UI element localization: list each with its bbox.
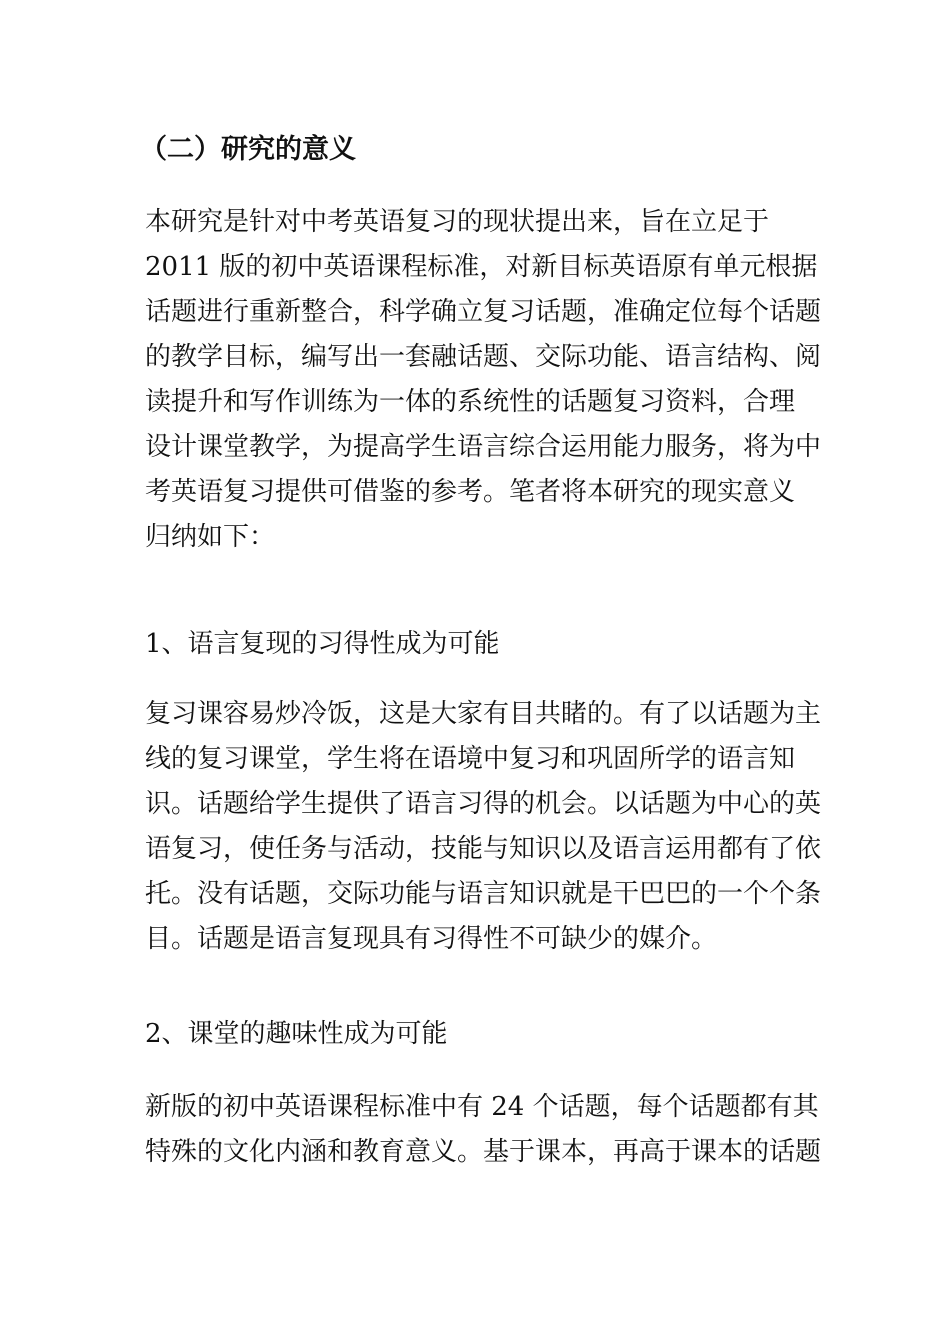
paragraph-line: 归纳如下： [145, 522, 276, 552]
paragraph-line: 复习课容易炒冷饭，这是大家有目共睹的。有了以话题为主 [145, 699, 822, 729]
paragraph-language-recurrence [145, 692, 822, 962]
paragraph-line: 目。话题是语言复现具有习得性不可缺少的媒介。 [145, 924, 718, 954]
subheading-2: 2、课堂的趣味性成为可能 [145, 1019, 448, 1049]
paragraph-line: 话题进行重新整合，科学确立复习话题，准确定位每个话题 [145, 297, 822, 327]
paragraph-line: 线的复习课堂，学生将在语境中复习和巩固所学的语言知 [145, 744, 796, 774]
paragraph-line: 新版的初中英语课程标准中有 24 个话题，每个话题都有其 [145, 1092, 819, 1122]
paragraph-line: 本研究是针对中考英语复习的现状提出来，旨在立足于 [145, 207, 770, 237]
paragraph-line: 2011 版的初中英语课程标准，对新目标英语原有单元根据 [145, 252, 818, 282]
paragraph-line: 的教学目标，编写出一套融话题、交际功能、语言结构、阅 [145, 342, 822, 372]
paragraph-line: 设计课堂教学，为提高学生语言综合运用能力服务，将为中 [145, 432, 822, 462]
paragraph-line: 读提升和写作训练为一体的系统性的话题复习资料，合理 [145, 387, 796, 417]
paragraph-line: 语复习，使任务与活动，技能与知识以及语言运用都有了依 [145, 834, 822, 864]
paragraph-line: 考英语复习提供可借鉴的参考。笔者将本研究的现实意义 [145, 477, 796, 507]
paragraph-line: 特殊的文化内涵和教育意义。基于课本，再高于课本的话题 [145, 1137, 822, 1167]
subheading-1: 1、语言复现的习得性成为可能 [145, 629, 500, 659]
paragraph-intro [145, 200, 822, 560]
paragraph-line: 托。没有话题，交际功能与语言知识就是干巴巴的一个个条 [145, 879, 822, 909]
section-heading: （二）研究的意义 [140, 134, 356, 165]
paragraph-topic-interest [145, 1085, 822, 1175]
paragraph-line: 识。话题给学生提供了语言习得的机会。以话题为中心的英 [145, 789, 822, 819]
